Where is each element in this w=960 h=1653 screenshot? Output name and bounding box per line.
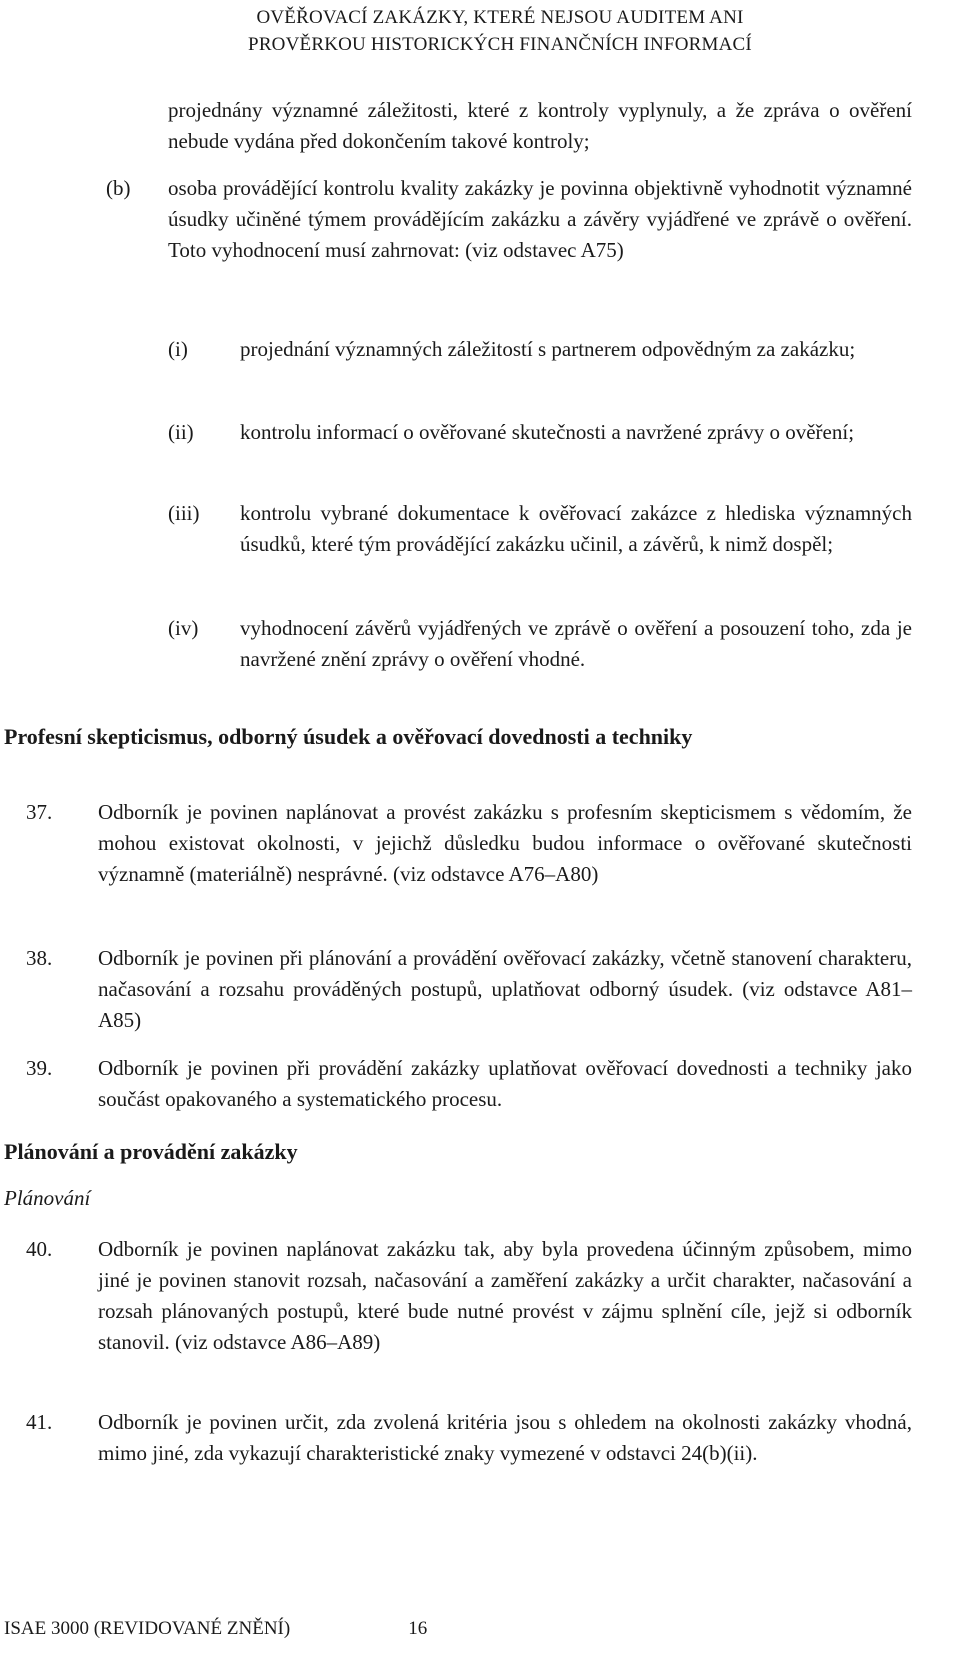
- continuation-paragraph: projednány významné záležitosti, které z kontroly vyplynuly, a že zpráva o ověření nebude vydána před dokončením takové kontroly;: [168, 98, 912, 153]
- paragraph-40-text: Odborník je povinen naplánovat zakázku tak, aby byla provedena účinným způsobem, mimo jiné je povinen stanovit rozsah, načasování a zaměření zakázky a určit charakter, načasování a rozsah plánovaných postupů, které bude nutné provést v zájmu splnění cíle, jejž si odborník stanovil. (viz odstavce A86–A89): [98, 1237, 912, 1354]
- paragraph-37-text: Odborník je povinen naplánovat a provést zakázku s profesním skepticismem s vědomím, že mohou existovat okolnosti, v jejichž důsledku budou informace o ověřované skutečnosti významně (materiálně) nesprávné. (viz odstavce A76–A80): [98, 800, 912, 886]
- header-line-1: OVĚŘOVACÍ ZAKÁZKY, KTERÉ NEJSOU AUDITEM ANI: [256, 7, 744, 28]
- page-number: 16: [408, 1618, 428, 1639]
- subitem-iii-label: (iii): [168, 501, 200, 525]
- paragraph-37-number: 37.: [26, 800, 53, 824]
- footer-document-id: ISAE 3000 (REVIDOVANÉ ZNĚNÍ): [4, 1618, 291, 1639]
- subitem-iv-label: (iv): [168, 616, 199, 640]
- paragraph-38-number: 38.: [26, 946, 53, 970]
- page-footer: [4, 1616, 427, 1642]
- subitem-iii-text: kontrolu vybrané dokumentace k ověřovací zakázce z hlediska významných úsudků, které tým provádějící zakázku učinil, a závěrů, k nimž dospěl;: [240, 501, 912, 556]
- paragraph-41-number: 41.: [26, 1410, 53, 1434]
- subitem-ii-text: kontrolu informací o ověřované skutečnosti a navržené zprávy o ověření;: [240, 420, 855, 444]
- subitem-i-text: projednání významných záležitostí s partnerem odpovědným za zakázku;: [240, 337, 856, 361]
- header-line-2: PROVĚRKOU HISTORICKÝCH FINANČNÍCH INFORMACÍ: [248, 34, 752, 55]
- paragraph-39-text: Odborník je povinen při provádění zakázky uplatňovat ověřovací dovednosti a techniky jako součást opakovaného a systematického procesu.: [98, 1056, 912, 1111]
- paragraph-38-text: Odborník je povinen při plánování a provádění ověřovací zakázky, včetně stanovení charakteru, načasování a rozsahu prováděných postupů, uplatňovat odborný úsudek. (viz odstavce A81–A85): [98, 946, 912, 1032]
- paragraph-40-number: 40.: [26, 1237, 53, 1261]
- subitem-iv-text: vyhodnocení závěrů vyjádřených ve zprávě o ověření a posouzení toho, zda je navržené znění zprávy o ověření vhodné.: [240, 616, 912, 671]
- paragraph-41-text: Odborník je povinen určit, zda zvolená kritéria jsou s ohledem na okolnosti zakázky vhodná, mimo jiné, zda vykazují charakteristické znaky vymezené v odstavci 24(b)(ii).: [98, 1410, 912, 1465]
- section-heading-planning: Plánování a provádění zakázky: [4, 1139, 298, 1164]
- subitem-ii-label: (ii): [168, 420, 194, 444]
- subitem-i-label: (i): [168, 337, 188, 361]
- paragraph-39-number: 39.: [26, 1056, 53, 1080]
- item-b-label: (b): [106, 176, 131, 200]
- item-b-text: osoba provádějící kontrolu kvality zakázky je povinna objektivně vyhodnotit významné úsudky učiněné týmem provádějícím zakázku a závěry vyjádřené ve zprávě o ověření. Toto vyhodnocení musí zahrnovat: (viz odstavec A75): [168, 176, 912, 262]
- subheading-planning: Plánování: [4, 1186, 91, 1210]
- running-header: [130, 4, 870, 58]
- section-heading-skepticism: Profesní skepticismus, odborný úsudek a ověřovací dovednosti a techniky: [4, 724, 693, 749]
